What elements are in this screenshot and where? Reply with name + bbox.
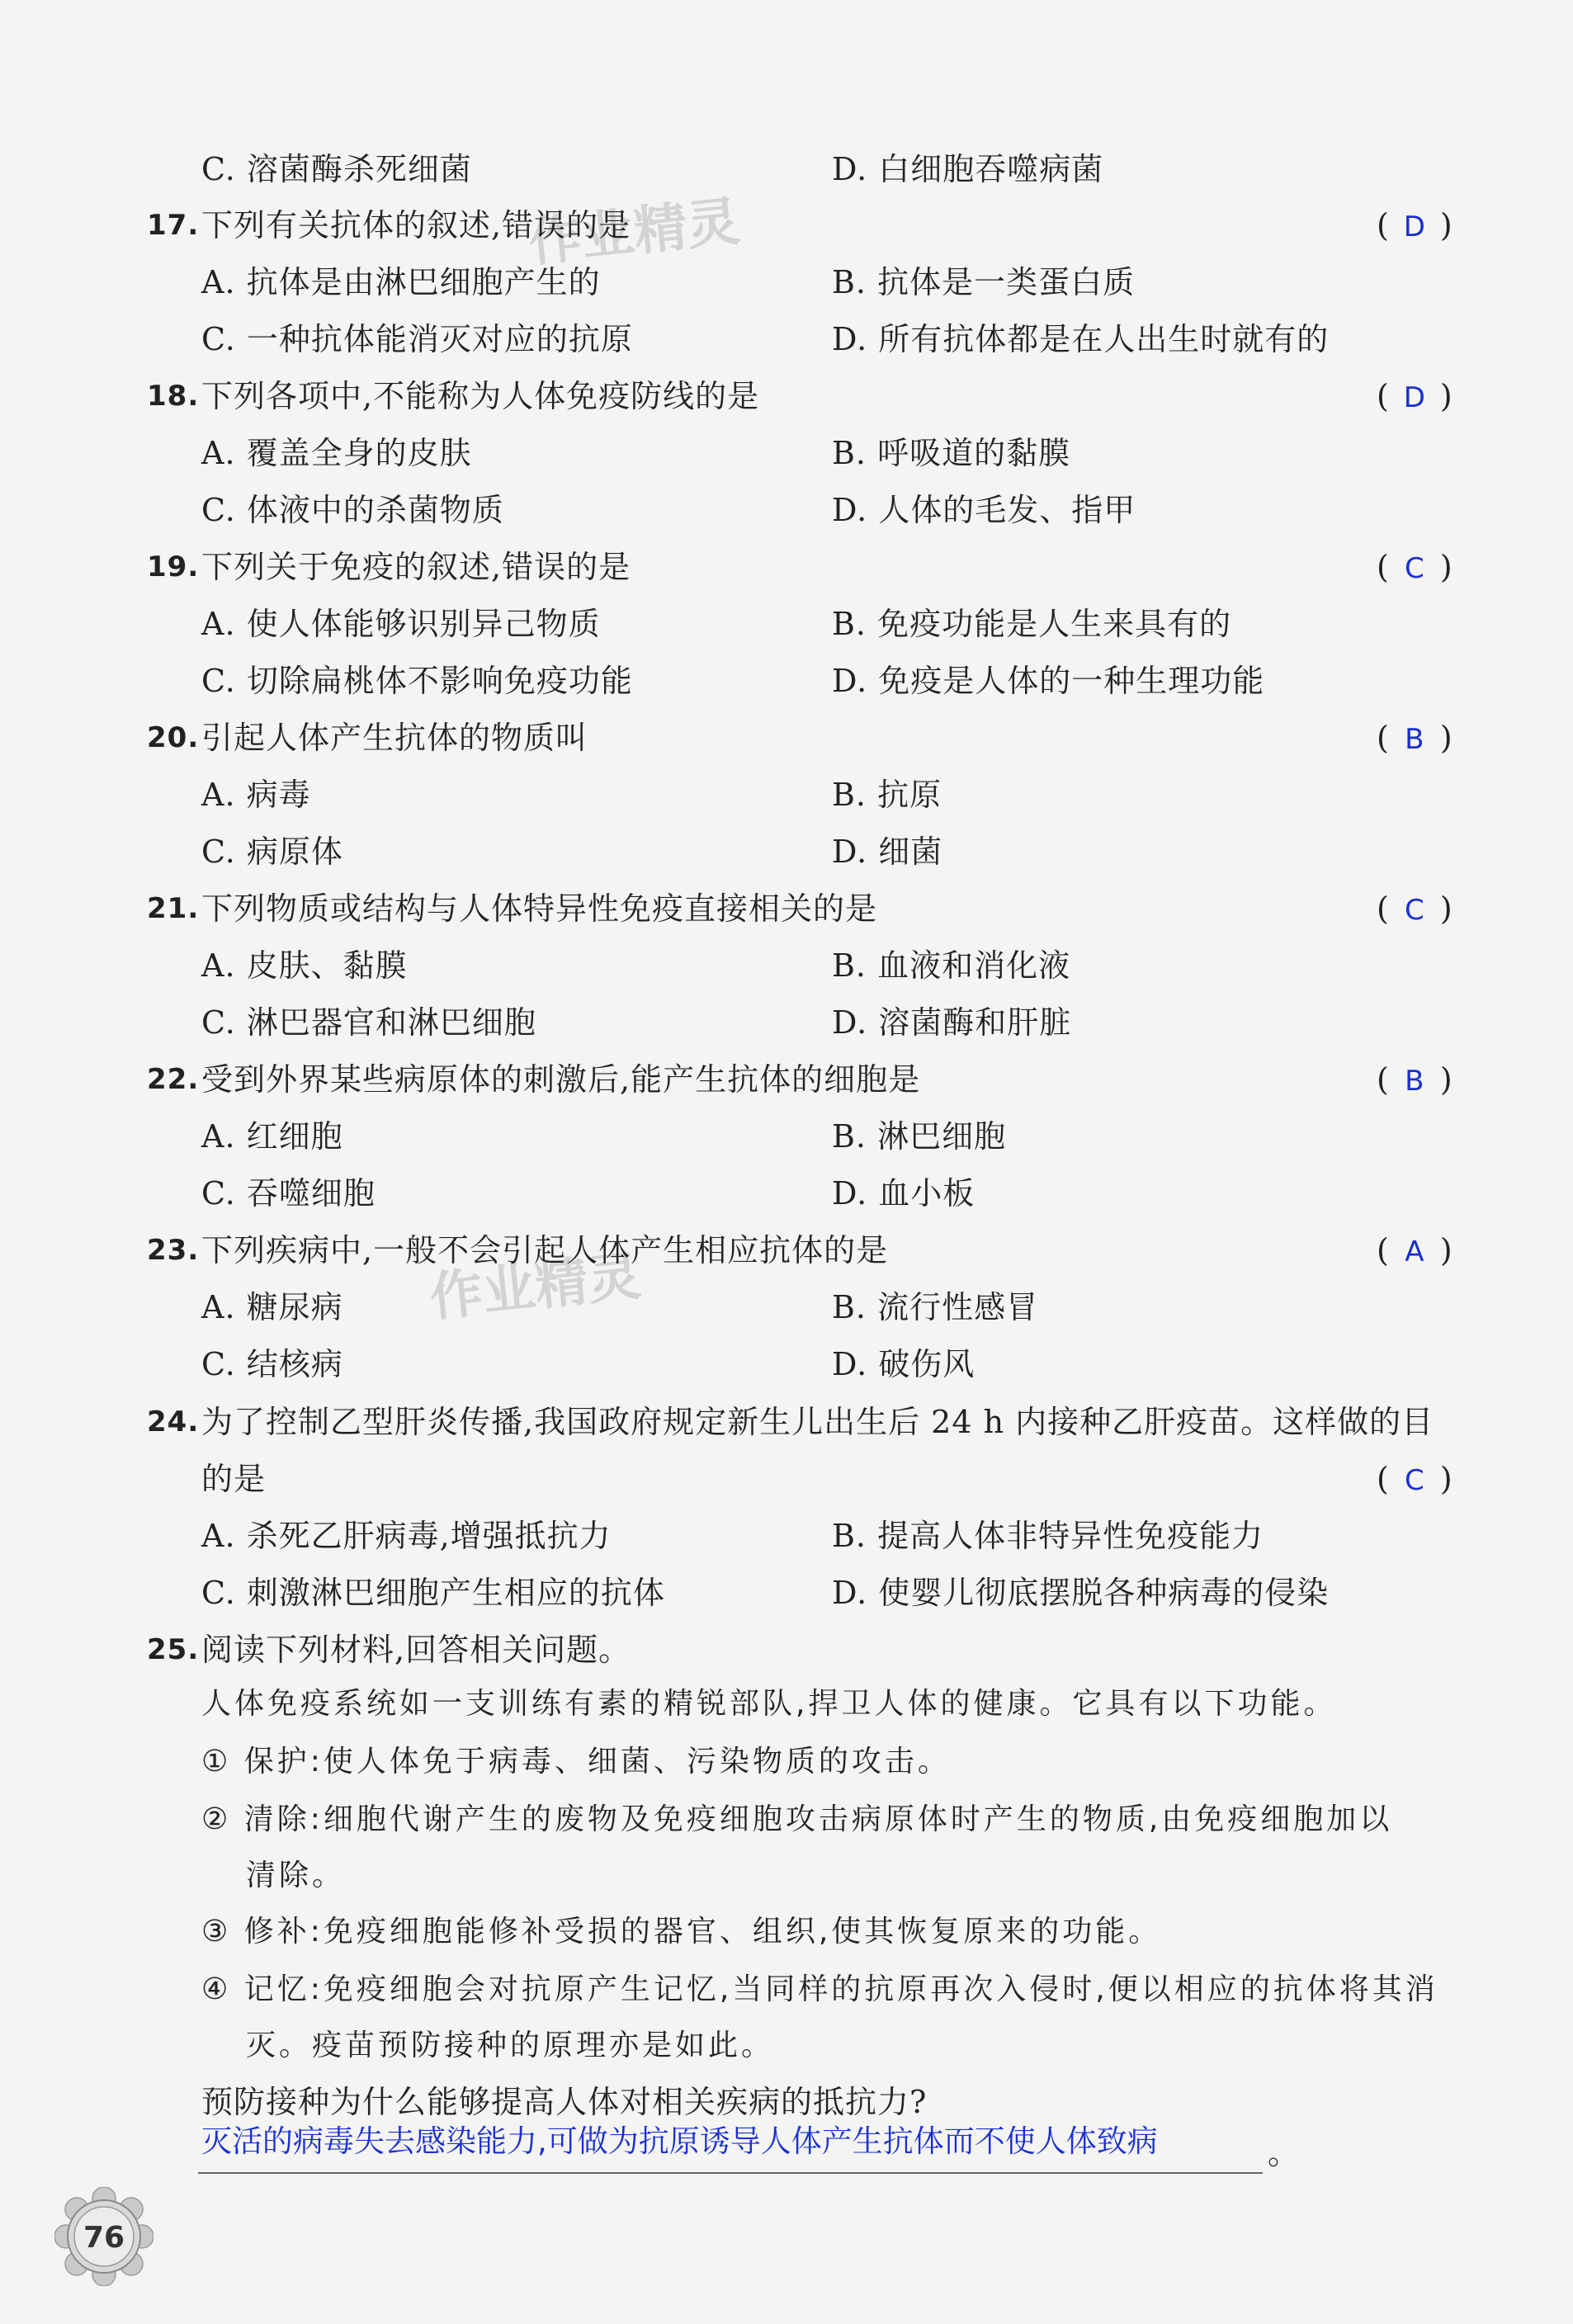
option-d: D. 使婴儿彻底摆脱各种病毒的侵染 bbox=[832, 1575, 1330, 1611]
question-number: 25. bbox=[147, 1633, 200, 1666]
option-a: A. 抗体是由淋巴细胞产生的 bbox=[201, 264, 601, 300]
end-mark: 。 bbox=[1268, 2135, 1300, 2171]
options-row-ab bbox=[0, 1278, 1573, 1336]
option-d: D. 细菌 bbox=[832, 834, 943, 870]
option-a: A. 红细胞 bbox=[201, 1118, 343, 1155]
options-row-cd bbox=[0, 1335, 1573, 1393]
options-row-cd bbox=[0, 823, 1573, 881]
question-number: 17. bbox=[147, 209, 200, 242]
options-row-cd bbox=[0, 652, 1573, 710]
option-c: C. 病原体 bbox=[201, 834, 343, 870]
question-number: 20. bbox=[147, 721, 200, 754]
question-stem: 阅读下列材料,回答相关问题。 bbox=[201, 1632, 631, 1668]
answer-bracket: ( C ) bbox=[1377, 538, 1453, 598]
question-number: 22. bbox=[147, 1063, 200, 1096]
question-number: 24. bbox=[147, 1405, 200, 1438]
option-c: C. 淋巴器官和淋巴细胞 bbox=[201, 1004, 536, 1041]
question-number: 23. bbox=[147, 1234, 200, 1267]
q24-options-ab bbox=[0, 1507, 1573, 1565]
option-c: C. 体液中的杀菌物质 bbox=[201, 492, 504, 528]
reading-item-1: ① 保护:使人体免于病毒、细菌、污染物质的攻击。 bbox=[201, 1745, 951, 1778]
option-a: A. 糖尿病 bbox=[201, 1289, 343, 1325]
question-stem: 下列物质或结构与人体特异性免疫直接相关的是 bbox=[201, 890, 878, 927]
answer-letter: B bbox=[1405, 1065, 1424, 1098]
answer-bracket: ( A ) bbox=[1377, 1221, 1453, 1281]
option-b: B. 呼吸道的黏膜 bbox=[832, 435, 1071, 471]
question-stem-row bbox=[0, 196, 1573, 254]
answer-bracket: ( C ) bbox=[1377, 1450, 1453, 1509]
question-number: 21. bbox=[147, 892, 200, 925]
option-c: C. 一种抗体能消灭对应的抗原 bbox=[201, 321, 633, 357]
reading-item-4: ④ 记忆:免疫细胞会对抗原产生记忆,当同样的抗原再次入侵时,便以相应的抗体将其消 bbox=[201, 1972, 1438, 2006]
question-stem-row bbox=[0, 1221, 1573, 1279]
option-d: D. 人体的毛发、指甲 bbox=[832, 492, 1136, 528]
option-c: C. 溶菌酶杀死细菌 bbox=[201, 151, 472, 187]
q24-stem-line1 bbox=[0, 1393, 1573, 1451]
answer-letter: B bbox=[1405, 723, 1424, 756]
reading-item-3: ③ 修补:免疫细胞能修补受损的器官、组织,使其恢复原来的功能。 bbox=[201, 1915, 1162, 1948]
option-b: B. 淋巴细胞 bbox=[832, 1118, 1007, 1155]
question-stem-row bbox=[0, 880, 1573, 938]
q16-options-cd bbox=[0, 140, 1573, 198]
option-b: B. 提高人体非特异性免疫能力 bbox=[832, 1518, 1264, 1554]
answer-bracket: ( D ) bbox=[1377, 196, 1453, 256]
answer-letter: C bbox=[1404, 552, 1424, 585]
q24-options-cd bbox=[0, 1564, 1573, 1622]
answer-underline bbox=[198, 2172, 1263, 2174]
option-c: C. 切除扁桃体不影响免疫功能 bbox=[201, 663, 633, 699]
answer-bracket: ( D ) bbox=[1377, 367, 1453, 427]
handwritten-answer: 灭活的病毒失去感染能力,可做为抗原诱导人体产生抗体而不使人体致病 bbox=[201, 2123, 1158, 2159]
options-row-cd bbox=[0, 310, 1573, 368]
answer-letter: D bbox=[1403, 210, 1425, 243]
page-number-badge bbox=[54, 2187, 154, 2286]
reading-item-2: ② 清除:细胞代谢产生的废物及免疫细胞攻击病原体时产生的物质,由免疫细胞加以 bbox=[201, 1802, 1393, 1836]
answer-letter: D bbox=[1403, 381, 1425, 414]
option-b: B. 抗体是一类蛋白质 bbox=[832, 264, 1136, 300]
answer-bracket: ( B ) bbox=[1377, 1051, 1453, 1110]
option-b: B. 血液和消化液 bbox=[832, 947, 1071, 984]
question-stem: 下列疾病中,一般不会引起人体产生相应抗体的是 bbox=[201, 1232, 889, 1268]
question-stem-cont: 的是 bbox=[201, 1461, 267, 1497]
option-d: D. 白细胞吞噬病菌 bbox=[832, 151, 1104, 187]
option-a: A. 皮肤、黏膜 bbox=[201, 947, 408, 984]
answer-bracket: ( C ) bbox=[1377, 880, 1453, 939]
option-b: B. 免疫功能是人生来具有的 bbox=[832, 606, 1232, 642]
q24-stem-line2 bbox=[0, 1450, 1573, 1508]
sub-question: 预防接种为什么能够提高人体对相关疾病的抵抗力? bbox=[201, 2084, 928, 2120]
badge-flower-icon bbox=[54, 2187, 154, 2286]
option-a: A. 覆盖全身的皮肤 bbox=[201, 435, 472, 471]
question-stem: 下列有关抗体的叙述,错误的是 bbox=[201, 207, 631, 243]
options-row-ab bbox=[0, 595, 1573, 653]
reading-intro: 人体免疫系统如一支训练有素的精锐部队,捍卫人体的健康。它具有以下功能。 bbox=[201, 1687, 1337, 1721]
reading-item-4-cont: 灭。疫苗预防接种的原理亦是如此。 bbox=[246, 2029, 775, 2062]
options-row-cd bbox=[0, 994, 1573, 1051]
option-d: D. 免疫是人体的一种生理功能 bbox=[832, 663, 1265, 699]
watermark: 作业精灵 bbox=[526, 191, 743, 275]
option-d: D. 所有抗体都是在人出生时就有的 bbox=[832, 321, 1330, 357]
question-stem: 引起人体产生抗体的物质叫 bbox=[201, 720, 588, 756]
option-a: A. 杀死乙肝病毒,增强抵抗力 bbox=[201, 1518, 612, 1554]
option-c: C. 吞噬细胞 bbox=[201, 1175, 376, 1212]
question-stem: 受到外界某些病原体的刺激后,能产生抗体的细胞是 bbox=[201, 1061, 921, 1098]
question-stem-row bbox=[0, 367, 1573, 425]
page-number: 76 bbox=[83, 2221, 125, 2255]
watermark: 作业精灵 bbox=[427, 1245, 644, 1330]
options-row-cd bbox=[0, 1164, 1573, 1222]
option-d: D. 血小板 bbox=[832, 1175, 975, 1212]
options-row-ab bbox=[0, 937, 1573, 994]
answer-letter: A bbox=[1405, 1235, 1424, 1268]
options-row-ab bbox=[0, 424, 1573, 482]
options-row-ab bbox=[0, 1108, 1573, 1165]
option-b: B. 抗原 bbox=[832, 777, 942, 813]
question-stem-row bbox=[0, 538, 1573, 596]
question-stem-row bbox=[0, 709, 1573, 767]
option-b: B. 流行性感冒 bbox=[832, 1289, 1039, 1325]
question-stem: 下列各项中,不能称为人体免疫防线的是 bbox=[201, 378, 760, 414]
question-number: 19. bbox=[147, 550, 200, 583]
options-row-ab bbox=[0, 766, 1573, 824]
q25-stem bbox=[0, 1621, 1573, 1679]
option-a: A. 使人体能够识别异己物质 bbox=[201, 606, 601, 642]
answer-bracket: ( B ) bbox=[1377, 709, 1453, 768]
option-c: C. 刺激淋巴细胞产生相应的抗体 bbox=[201, 1575, 665, 1611]
answer-letter: C bbox=[1404, 894, 1424, 927]
question-stem-row bbox=[0, 1051, 1573, 1108]
options-row-cd bbox=[0, 481, 1573, 539]
question-stem: 为了控制乙型肝炎传播,我国政府规定新生儿出生后 24 h 内接种乙肝疫苗。这样做的目 bbox=[201, 1404, 1434, 1440]
reading-item-2-cont: 清除。 bbox=[246, 1859, 346, 1892]
answer-letter: C bbox=[1404, 1464, 1424, 1497]
option-a: A. 病毒 bbox=[201, 777, 311, 813]
option-d: D. 溶菌酶和肝脏 bbox=[832, 1004, 1072, 1041]
options-row-ab bbox=[0, 253, 1573, 311]
option-c: C. 结核病 bbox=[201, 1346, 343, 1382]
question-number: 18. bbox=[147, 380, 200, 413]
option-d: D. 破伤风 bbox=[832, 1346, 975, 1382]
question-stem: 下列关于免疫的叙述,错误的是 bbox=[201, 549, 631, 585]
